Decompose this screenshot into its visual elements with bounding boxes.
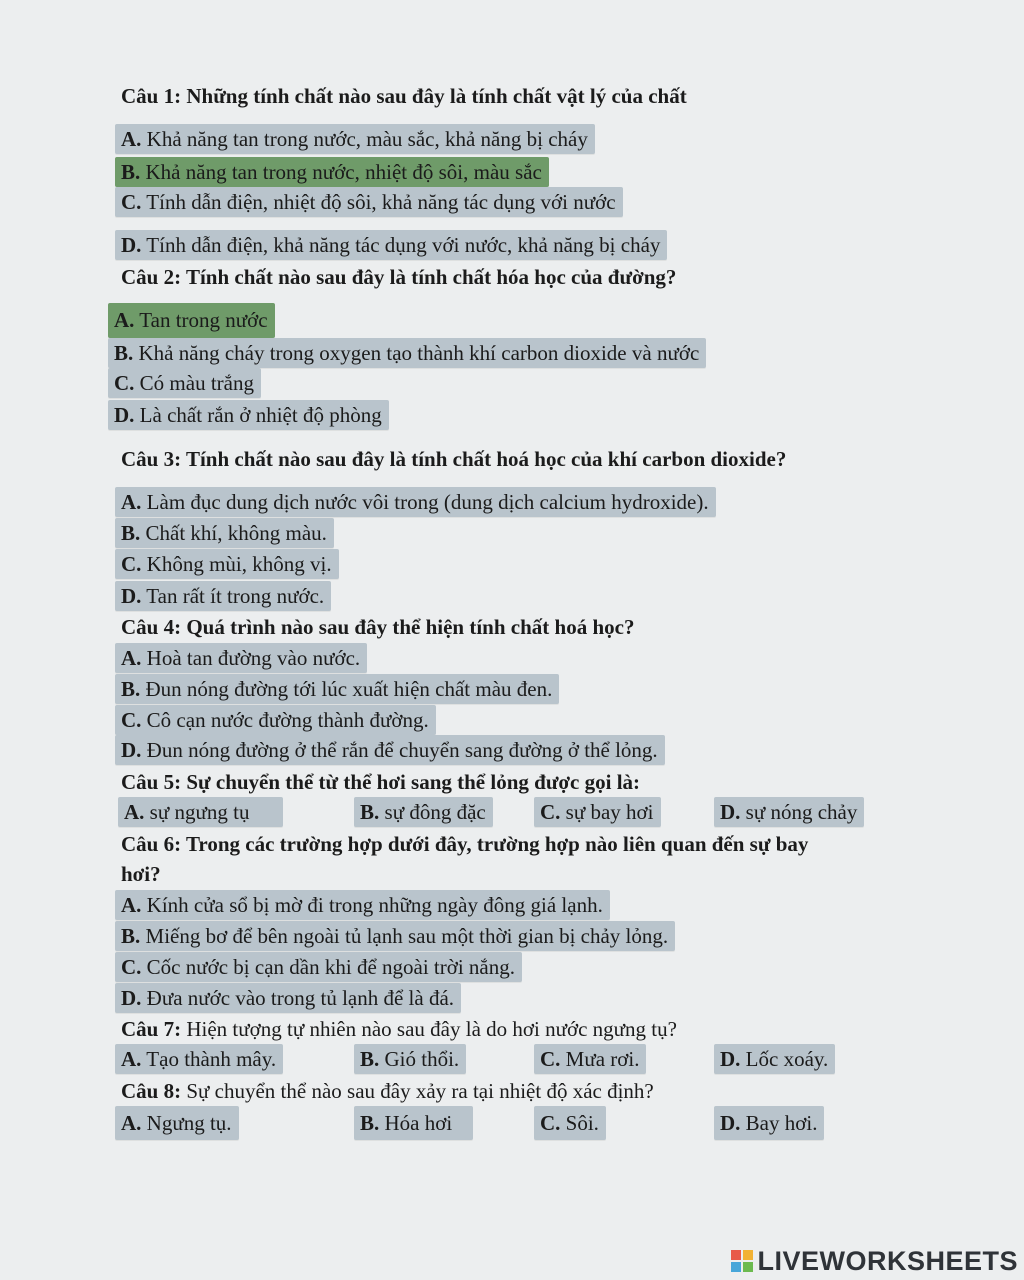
option-letter: B. [121, 924, 141, 948]
q6-option-a[interactable] [115, 890, 610, 920]
option-letter: A. [124, 800, 145, 824]
option-letter: D. [121, 986, 142, 1010]
q3-option-d[interactable] [115, 581, 331, 611]
question-text: Hiện tượng tự nhiên nào sau đây là do hơi nước ngưng tụ? [181, 1017, 677, 1041]
option-text: Sôi. [560, 1111, 599, 1135]
q5-option-d[interactable] [714, 797, 864, 827]
option-text: Bay hơi. [740, 1111, 818, 1135]
question-6-continued [121, 859, 161, 889]
question-text: Sự chuyển thể từ thể hơi sang thể lỏng được gọi là: [181, 770, 641, 794]
option-text: Hóa hơi [379, 1111, 453, 1135]
option-letter: A. [121, 893, 142, 917]
question-number: Câu 8: [121, 1079, 182, 1103]
option-letter: D. [114, 403, 135, 427]
option-text: Cốc nước bị cạn dần khi để ngoài trời nắng. [141, 955, 516, 979]
option-text: Là chất rắn ở nhiệt độ phòng [134, 403, 382, 427]
option-text: sự bay hơi [560, 800, 654, 824]
option-letter: A. [114, 308, 135, 332]
option-letter: B. [121, 160, 141, 184]
option-letter: D. [720, 800, 741, 824]
q8-option-c[interactable] [534, 1106, 606, 1140]
question-text: Những tính chất nào sau đây là tính chất vật lý của chất [181, 84, 687, 108]
question-text: Tính chất nào sau đây là tính chất hoá học của khí carbon dioxide? [181, 447, 787, 471]
option-text: Hoà tan đường vào nước. [141, 646, 361, 670]
question-6 [121, 829, 808, 859]
q5-option-b[interactable] [354, 797, 493, 827]
option-text: Tan trong nước [134, 308, 268, 332]
option-letter: A. [121, 490, 142, 514]
option-text: Cô cạn nước đường thành đường. [141, 708, 429, 732]
option-letter: A. [121, 127, 142, 151]
option-letter: D. [121, 584, 142, 608]
option-letter: B. [360, 1047, 380, 1071]
option-letter: C. [540, 1047, 561, 1071]
question-text: Trong các trường hợp dưới đây, trường hợp nào liên quan đến sự bay [181, 832, 809, 856]
question-number: Câu 2: [121, 265, 182, 289]
q3-option-a[interactable] [115, 487, 716, 517]
q8-option-d[interactable] [714, 1106, 824, 1140]
liveworksheets-logo[interactable] [731, 1246, 1018, 1276]
q2-option-d[interactable] [108, 400, 389, 430]
q4-option-d[interactable] [115, 735, 665, 765]
q3-option-b[interactable] [115, 518, 334, 548]
option-letter: C. [121, 708, 142, 732]
option-text: Tan rất ít trong nước. [141, 584, 325, 608]
option-text: sự nóng chảy [740, 800, 858, 824]
q5-option-c[interactable] [534, 797, 661, 827]
option-text: Tính dẫn điện, khả năng tác dụng với nước, khả năng bị cháy [141, 233, 661, 257]
liveworksheets-logo-icon [731, 1250, 753, 1272]
q5-option-a[interactable] [118, 797, 283, 827]
option-letter: B. [360, 800, 380, 824]
q1-option-d[interactable] [115, 230, 667, 260]
question-number: Câu 5: [121, 770, 182, 794]
q7-option-a[interactable] [115, 1044, 283, 1074]
option-text: Lốc xoáy. [740, 1047, 829, 1071]
option-text: Khả năng cháy trong oxygen tạo thành khí carbon dioxide và nước [133, 341, 700, 365]
question-number: Câu 4: [121, 615, 182, 639]
q1-option-b[interactable] [115, 157, 549, 187]
question-number: Câu 6: [121, 832, 182, 856]
q6-option-d[interactable] [115, 983, 461, 1013]
question-2 [121, 262, 676, 292]
question-5 [121, 767, 640, 797]
option-text: Chất khí, không màu. [140, 521, 327, 545]
q7-option-c[interactable] [534, 1044, 646, 1074]
question-text: Tính chất nào sau đây là tính chất hóa học của đường? [181, 265, 677, 289]
option-letter: B. [121, 677, 141, 701]
option-text: Ngưng tụ. [141, 1111, 232, 1135]
question-3 [121, 444, 786, 474]
option-text: Tính dẫn điện, nhiệt độ sôi, khả năng tác dụng với nước [141, 190, 616, 214]
q1-option-a[interactable] [115, 124, 595, 154]
option-text: sự ngưng tụ [144, 800, 250, 824]
q2-option-c[interactable] [108, 368, 261, 398]
option-letter: D. [720, 1047, 741, 1071]
q7-option-b[interactable] [354, 1044, 466, 1074]
option-text: Đun nóng đường ở thể rắn để chuyển sang đường ở thể lỏng. [141, 738, 658, 762]
q3-option-c[interactable] [115, 549, 339, 579]
question-7 [121, 1014, 677, 1044]
option-text: Làm đục dung dịch nước vôi trong (dung dịch calcium hydroxide). [141, 490, 709, 514]
question-number: Câu 3: [121, 447, 182, 471]
option-text: Đưa nước vào trong tủ lạnh để là đá. [141, 986, 455, 1010]
option-text: Gió thổi. [379, 1047, 460, 1071]
question-8 [121, 1076, 654, 1106]
q1-option-c[interactable] [115, 187, 623, 217]
option-text: Mưa rơi. [560, 1047, 640, 1071]
logo-text: LIVEWORKSHEETS [757, 1245, 1018, 1276]
question-4 [121, 612, 634, 642]
option-letter: D. [121, 738, 142, 762]
option-letter: D. [121, 233, 142, 257]
option-letter: D. [720, 1111, 741, 1135]
option-letter: B. [121, 521, 141, 545]
option-text: Tạo thành mây. [141, 1047, 277, 1071]
option-letter: B. [114, 341, 134, 365]
q6-option-c[interactable] [115, 952, 522, 982]
question-1 [121, 81, 687, 111]
option-text: Khả năng tan trong nước, màu sắc, khả năng bị cháy [141, 127, 588, 151]
option-text: Kính cửa sổ bị mờ đi trong những ngày đông giá lạnh. [141, 893, 603, 917]
q8-option-a[interactable] [115, 1106, 239, 1140]
option-letter: B. [360, 1111, 380, 1135]
q7-option-d[interactable] [714, 1044, 835, 1074]
q4-option-a[interactable] [115, 643, 367, 673]
option-text: Có màu trắng [134, 371, 254, 395]
option-letter: A. [121, 646, 142, 670]
option-text: sự đông đặc [379, 800, 486, 824]
option-letter: C. [540, 1111, 561, 1135]
option-letter: C. [540, 800, 561, 824]
option-letter: C. [121, 190, 142, 214]
option-text: Miếng bơ để bên ngoài tủ lạnh sau một thời gian bị chảy lỏng. [140, 924, 669, 948]
option-text: Đun nóng đường tới lúc xuất hiện chất màu đen. [140, 677, 553, 701]
q2-option-b[interactable] [108, 338, 706, 368]
q2-option-a[interactable] [108, 303, 275, 338]
option-text: Không mùi, không vị. [141, 552, 332, 576]
option-letter: A. [121, 1047, 142, 1071]
q4-option-c[interactable] [115, 705, 436, 735]
q4-option-b[interactable] [115, 674, 559, 704]
q8-option-b[interactable] [354, 1106, 473, 1140]
question-text-continued: hơi? [121, 862, 161, 886]
option-letter: C. [121, 955, 142, 979]
question-number: Câu 7: [121, 1017, 182, 1041]
question-text: Sự chuyển thể nào sau đây xảy ra tại nhiệt độ xác định? [181, 1079, 654, 1103]
question-number: Câu 1: [121, 84, 182, 108]
option-text: Khả năng tan trong nước, nhiệt độ sôi, màu sắc [140, 160, 542, 184]
q6-option-b[interactable] [115, 921, 675, 951]
question-text: Quá trình nào sau đây thể hiện tính chất hoá học? [181, 615, 635, 639]
option-letter: A. [121, 1111, 142, 1135]
option-letter: C. [114, 371, 135, 395]
option-letter: C. [121, 552, 142, 576]
